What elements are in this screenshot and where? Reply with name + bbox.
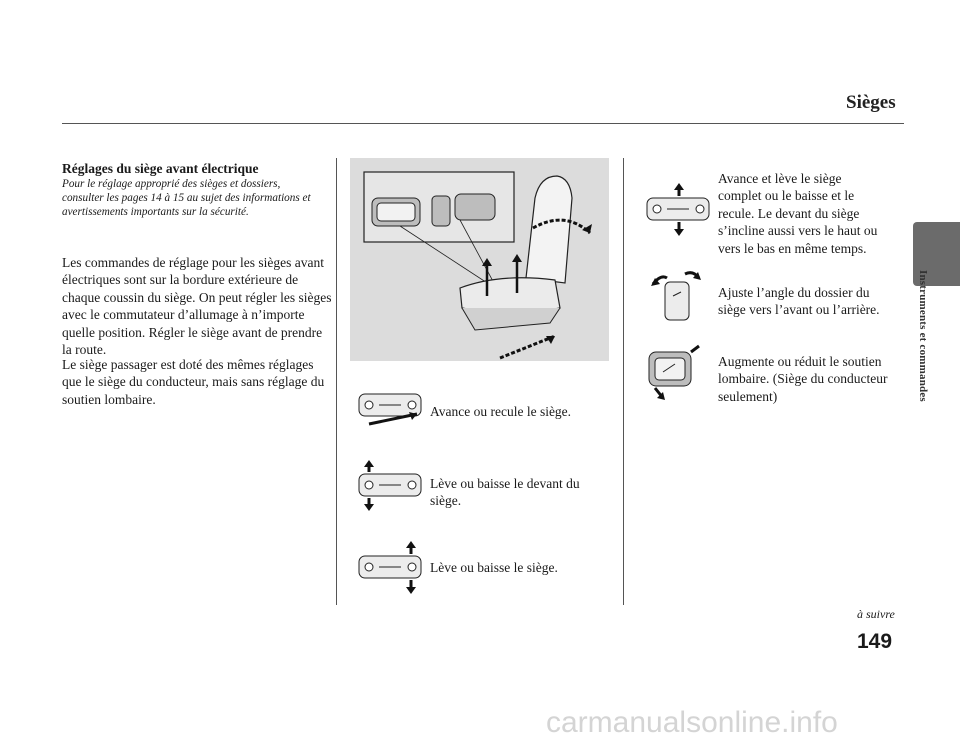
- whole-seat-switch-icon: [643, 182, 713, 238]
- body-paragraph-1: Les commandes de réglage pour les sièges avant électriques sont sur la bordure extérieure de chaque coussin du siège. On peut régler les sièges avec le commutateur d’allumage à n’importe quelle position. Régler le siège avant de prendre la route.: [62, 255, 332, 358]
- caption-whole-seat: Avance et lève le siège complet ou le baisse et le recule. Le devant du siège s’incline aussi vers le haut ou vers le bas en même temps.: [718, 171, 878, 256]
- column-divider-left: [336, 158, 337, 605]
- header-rule: [62, 123, 904, 124]
- caption-front-up-down: Lève ou baisse le devant du siège.: [430, 476, 580, 509]
- body-paragraph-2: Le siège passager est doté des mêmes réglages que le siège du conducteur, mais sans réglage du soutien lombaire.: [62, 357, 325, 407]
- caption-seat-up-down: Lève ou baisse le siège.: [430, 560, 558, 575]
- seat-illustration: [350, 158, 609, 361]
- watermark: carmanualsonline.info: [546, 706, 838, 739]
- section-heading: Réglages du siège avant électrique: [62, 161, 259, 176]
- safety-note: Pour le réglage approprié des sièges et dossiers, consulter les pages 14 à 15 au sujet des informations et avertissements importants sur la sécurité.: [62, 178, 311, 218]
- caption-lumbar: Augmente ou réduit le soutien lombaire. (Siège du conducteur seulement): [718, 354, 888, 404]
- height-switch-icon: [355, 540, 425, 596]
- section-title: Sièges: [846, 92, 896, 113]
- page-number: 149: [857, 630, 893, 653]
- caption-forward-back: Avance ou recule le siège.: [430, 404, 572, 419]
- power-seat-drawing: [350, 158, 609, 361]
- chapter-side-label: Instruments et commandes: [917, 270, 929, 402]
- caption-recline: Ajuste l’angle du dossier du siège vers l’avant ou l’arrière.: [718, 285, 880, 318]
- front-tilt-switch-icon: [355, 460, 425, 512]
- continued-label: à suivre: [857, 607, 895, 621]
- lumbar-switch-icon: [645, 348, 705, 402]
- forward-back-switch-icon: [355, 388, 425, 428]
- column-divider-right: [623, 158, 624, 605]
- recline-switch-icon: [651, 266, 703, 324]
